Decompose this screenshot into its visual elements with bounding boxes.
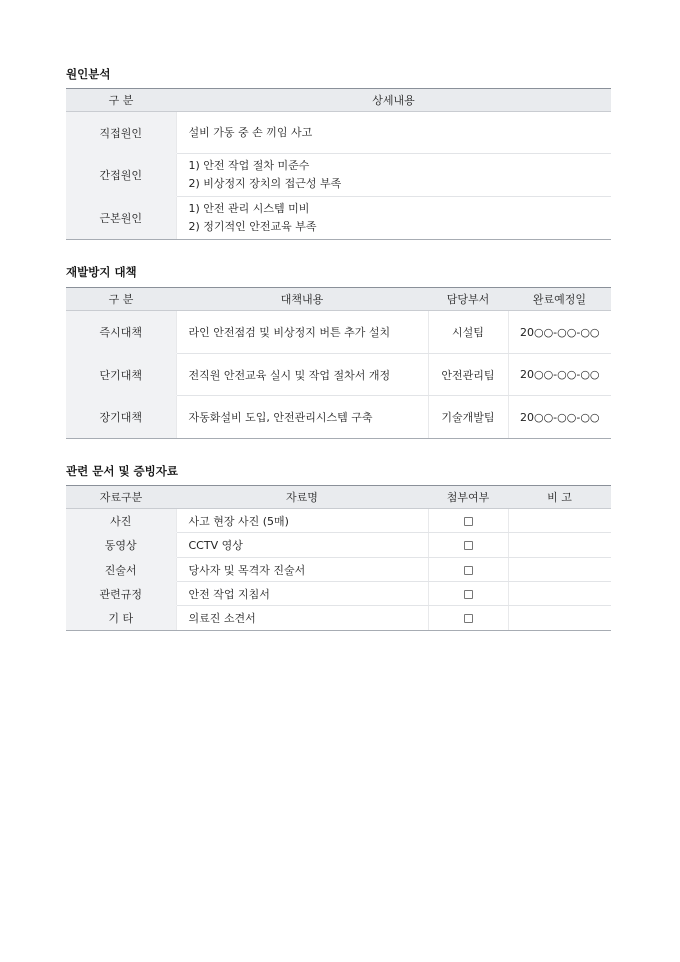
document-name: 의료진 소견서 (176, 606, 428, 631)
document-name: CCTV 영상 (176, 533, 428, 558)
note-cell (508, 509, 611, 533)
row-category: 직접원인 (66, 112, 176, 154)
row-detail (176, 154, 611, 197)
row-category: 관련규정 (66, 582, 176, 606)
cause-analysis-table (66, 88, 611, 240)
table-row (66, 154, 611, 197)
table-row (66, 582, 611, 606)
responsible-dept: 시설팀 (428, 311, 508, 354)
column-header: 완료예정일 (508, 288, 611, 311)
document-name: 안전 작업 지침서 (176, 582, 428, 606)
table-header-row (66, 486, 611, 509)
due-date: 20○○-○○-○○ (508, 311, 611, 354)
row-category: 동영상 (66, 533, 176, 558)
attached-cell (428, 533, 508, 558)
column-header: 자료구분 (66, 486, 176, 509)
column-header: 자료명 (176, 486, 428, 509)
column-header: 대책내용 (176, 288, 428, 311)
attached-cell (428, 558, 508, 582)
attached-cell (428, 606, 508, 631)
document-name: 사고 현장 사진 (5매) (176, 509, 428, 533)
note-cell (508, 606, 611, 631)
table-row (66, 396, 611, 439)
table-header-row (66, 89, 611, 112)
prevention-table (66, 287, 611, 439)
responsible-dept: 안전관리팀 (428, 354, 508, 396)
table-row (66, 606, 611, 631)
attachment-checkbox[interactable] (464, 517, 473, 526)
table-row (66, 533, 611, 558)
table-row (66, 558, 611, 582)
measure-content: 라인 안전점검 및 비상정지 버튼 추가 설치 (176, 311, 428, 354)
measure-content: 전직원 안전교육 실시 및 작업 절차서 개정 (176, 354, 428, 396)
documents-title: 관련 문서 및 증빙자료 (66, 464, 178, 478)
column-header: 상세내용 (176, 89, 611, 112)
attachment-checkbox[interactable] (464, 614, 473, 623)
due-date: 20○○-○○-○○ (508, 354, 611, 396)
attachment-checkbox[interactable] (464, 541, 473, 550)
table-row (66, 112, 611, 154)
detail-line: 1) 안전 작업 절차 미준수 (188, 159, 310, 172)
row-category: 기 타 (66, 606, 176, 631)
row-detail (176, 112, 611, 154)
due-date: 20○○-○○-○○ (508, 396, 611, 439)
detail-line: 설비 가동 중 손 끼임 사고 (188, 125, 313, 139)
row-category: 간접원인 (66, 154, 176, 197)
attached-cell (428, 582, 508, 606)
note-cell (508, 533, 611, 558)
note-cell (508, 558, 611, 582)
detail-line: 1) 안전 관리 시스템 미비 (188, 202, 310, 215)
prevention-title: 재발방지 대책 (66, 265, 137, 279)
table-row (66, 311, 611, 354)
document-name: 당사자 및 목격자 진술서 (176, 558, 428, 582)
row-detail (176, 197, 611, 240)
column-header: 담당부서 (428, 288, 508, 311)
documents-table (66, 485, 611, 631)
column-header: 첨부여부 (428, 486, 508, 509)
column-header: 구 분 (66, 288, 176, 311)
table-row (66, 354, 611, 396)
row-category: 단기대책 (66, 354, 176, 396)
attached-cell (428, 509, 508, 533)
row-category: 근본원인 (66, 197, 176, 240)
attachment-checkbox[interactable] (464, 566, 473, 575)
measure-content: 자동화설비 도입, 안전관리시스템 구축 (176, 396, 428, 439)
table-header-row (66, 288, 611, 311)
responsible-dept: 기술개발팀 (428, 396, 508, 439)
detail-line: 2) 비상정지 장치의 접근성 부족 (188, 177, 342, 190)
column-header: 비 고 (508, 486, 611, 509)
row-category: 사진 (66, 509, 176, 533)
table-row (66, 197, 611, 240)
row-category: 진술서 (66, 558, 176, 582)
cause-analysis-title: 원인분석 (66, 67, 111, 81)
table-row (66, 509, 611, 533)
attachment-checkbox[interactable] (464, 590, 473, 599)
row-category: 즉시대책 (66, 311, 176, 354)
detail-line: 2) 정기적인 안전교육 부족 (188, 220, 317, 233)
column-header: 구 분 (66, 89, 176, 112)
note-cell (508, 582, 611, 606)
row-category: 장기대책 (66, 396, 176, 439)
